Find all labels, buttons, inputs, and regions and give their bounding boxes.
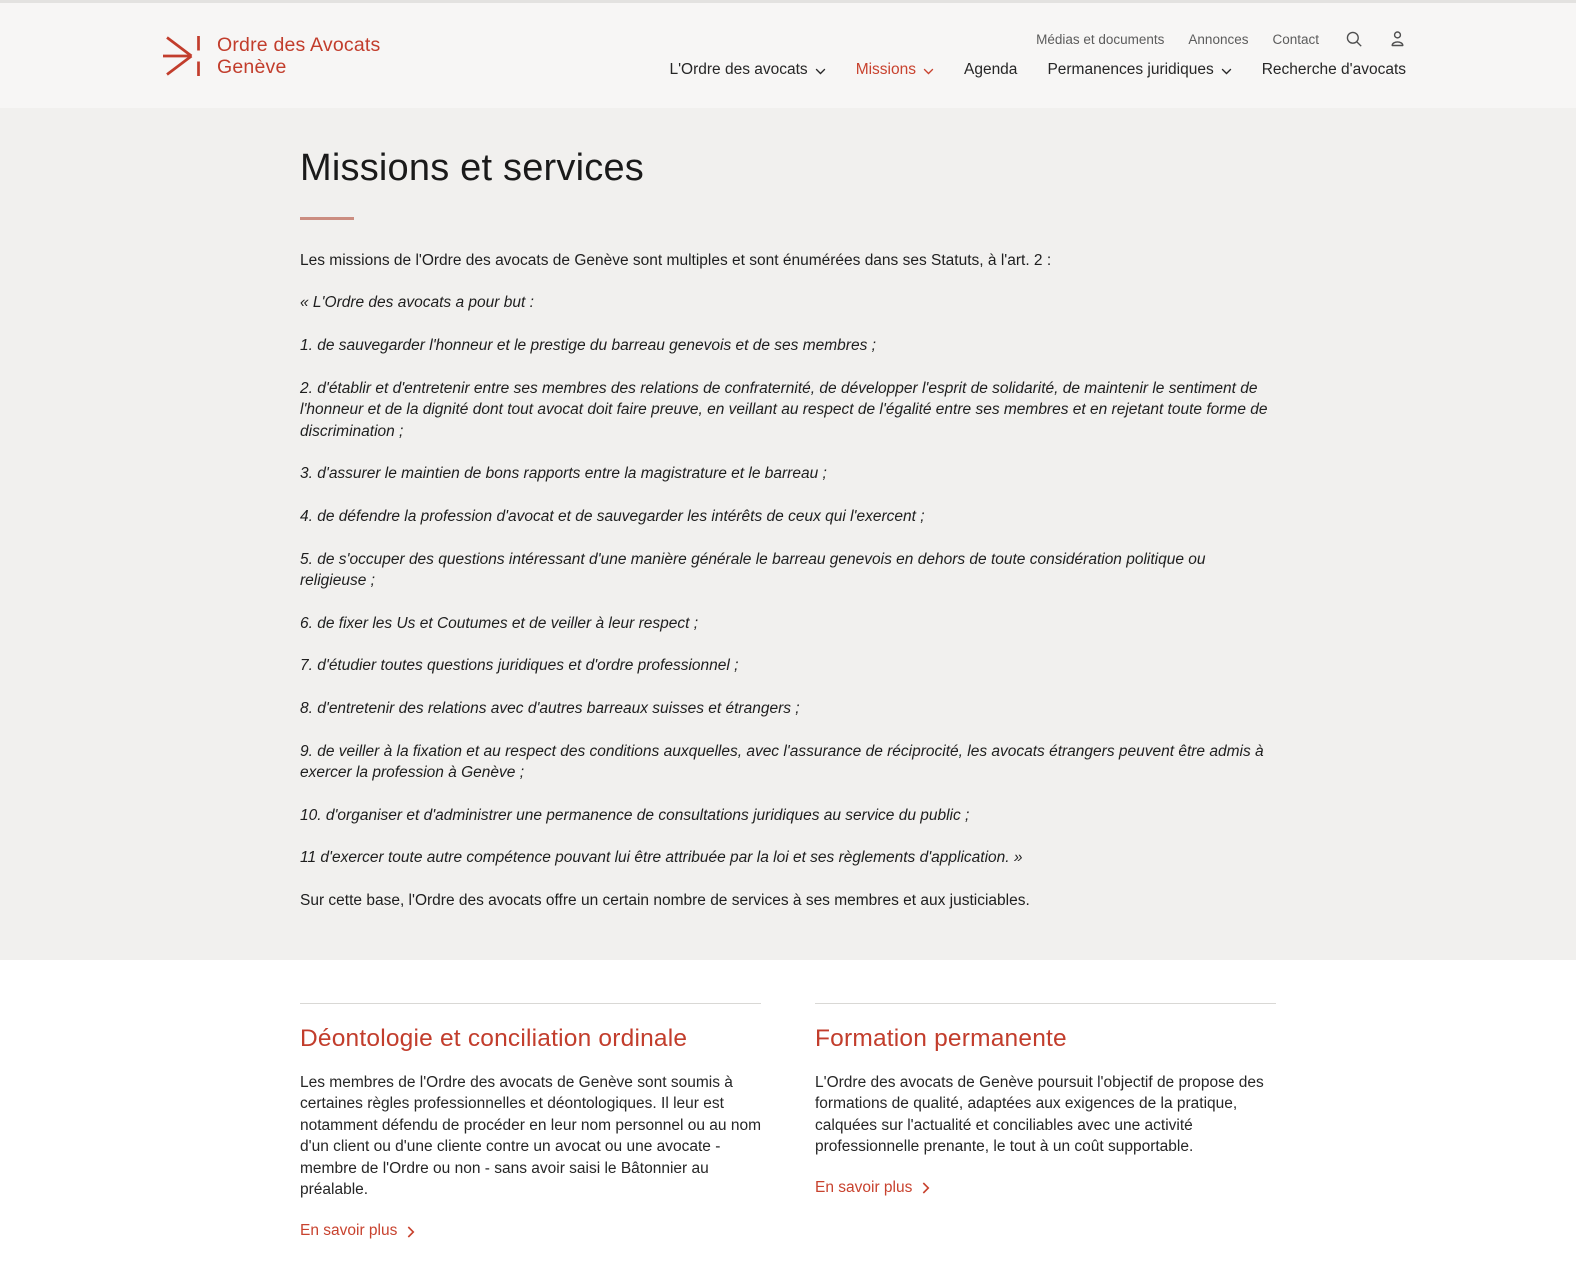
card-title: Formation permanente [815, 1024, 1067, 1052]
statute-item: 11 d'exercer toute autre compétence pouvant lui être attribuée par la loi et ses règlements d'application. » [300, 849, 1023, 867]
statute-item: 4. de défendre la profession d'avocat et de sauvegarder les intérêts de ceux qui l'exercent ; [300, 507, 925, 525]
missions-body [300, 250, 1276, 912]
logo[interactable] [163, 33, 380, 79]
chevron-right-icon [407, 1226, 415, 1238]
nav-item-agenda[interactable]: Agenda [963, 61, 1018, 78]
statute-item: 10. d'organiser et d'administrer une permanence de consultations juridiques au service du public ; [300, 806, 970, 824]
nav-item-ordre-des-avocats[interactable]: L'Ordre des avocats [669, 61, 825, 79]
utility-link-contact[interactable]: Contact [1272, 31, 1319, 47]
card-formation [815, 1003, 1276, 1241]
statute-item: 3. d'assurer le maintien de bons rapports entre la magistrature et le barreau ; [300, 465, 827, 483]
card-title: Déontologie et conciliation ordinale [300, 1024, 688, 1052]
logo-mark-icon [163, 33, 204, 79]
services-cards-section [0, 960, 1576, 1280]
utility-link-medias[interactable]: Médias et documents [1036, 31, 1165, 47]
chevron-down-icon [1221, 68, 1232, 75]
site-header [0, 0, 1576, 108]
statute-item: 6. de fixer les Us et Coutumes et de veiller à leur respect ; [300, 614, 699, 632]
statute-item: 8. d'entretenir des relations avec d'autres barreaux suisses et étrangers ; [300, 699, 800, 717]
outro-paragraph: Sur cette base, l'Ordre des avocats offre un certain nombre de services à ses membres et aux justiciables. [300, 891, 1030, 909]
nav-item-recherche-avocats[interactable]: Recherche d'avocats [1261, 61, 1406, 78]
statute-item: 1. de sauvegarder l'honneur et le prestige du barreau genevois et de ses membres ; [300, 337, 876, 355]
utility-nav [1036, 30, 1406, 48]
card-body: Les membres de l'Ordre des avocats de Genève sont soumis à certaines règles professionnelles et déontologiques. Il leur est notamment défendu de procéder en leur nom personnel ou au nom d'un client ou d'une cliente contre un avocat ou une avocate - membre de l'Ordre ou non - sans avoir saisi le Bâtonnier au préalable. [300, 1073, 761, 1199]
missions-section [0, 108, 1576, 960]
utility-link-annonces[interactable]: Annonces [1188, 31, 1249, 47]
intro-paragraph: Les missions de l'Ordre des avocats de Genève sont multiples et sont énumérées dans ses Statuts, à l'art. 2 : [300, 251, 1052, 269]
main-nav [669, 61, 1406, 79]
card-link-en-savoir-plus[interactable]: En savoir plus [300, 1222, 415, 1240]
statute-item: 9. de veiller à la fixation et au respect des conditions auxquelles, avec l'assurance de réciprocité, les avocats étrangers peuvent être admis à exercer la profession à Genève ; [300, 742, 1264, 782]
statutes-quote-intro: « L'Ordre des avocats a pour but : [300, 294, 534, 312]
header-nav-column [669, 3, 1406, 79]
search-icon[interactable] [1345, 30, 1363, 48]
person-icon[interactable] [1389, 30, 1406, 48]
page-title: Missions et services [300, 147, 644, 189]
title-underline-rule [300, 217, 354, 220]
nav-item-missions[interactable]: Missions [856, 61, 934, 79]
chevron-down-icon [815, 68, 826, 75]
card-body: L'Ordre des avocats de Genève poursuit l'objectif de propose des formations de qualité, adaptées aux exigences de la pratique, calquées sur l'actualité et conciliables avec une activité professionnelle prenante, le tout à un coût supportable. [815, 1073, 1264, 1156]
statute-item: 5. de s'occuper des questions intéressant d'une manière générale le barreau genevois en dehors de toute considération politique ou religieuse ; [300, 550, 1206, 590]
chevron-down-icon [923, 68, 934, 75]
logo-text: Ordre des Avocats Genève [217, 34, 381, 78]
statutes-list [300, 335, 1276, 869]
card-link-en-savoir-plus[interactable]: En savoir plus [815, 1179, 930, 1197]
statute-item: 7. d'étudier toutes questions juridiques et d'ordre professionnel ; [300, 657, 739, 675]
card-deontologie [300, 1003, 761, 1241]
statute-item: 2. d'établir et d'entretenir entre ses membres des relations de confraternité, de développer l'esprit de solidarité, de maintenir le sentiment de l'honneur et de la dignité dont tout avocat doit faire preuve, en veillant au respect de l'égalité entre ses membres et en rejetant toute forme de discrimination ; [300, 379, 1268, 440]
nav-item-permanences-juridiques[interactable]: Permanences juridiques [1047, 61, 1231, 79]
chevron-right-icon [922, 1182, 930, 1194]
